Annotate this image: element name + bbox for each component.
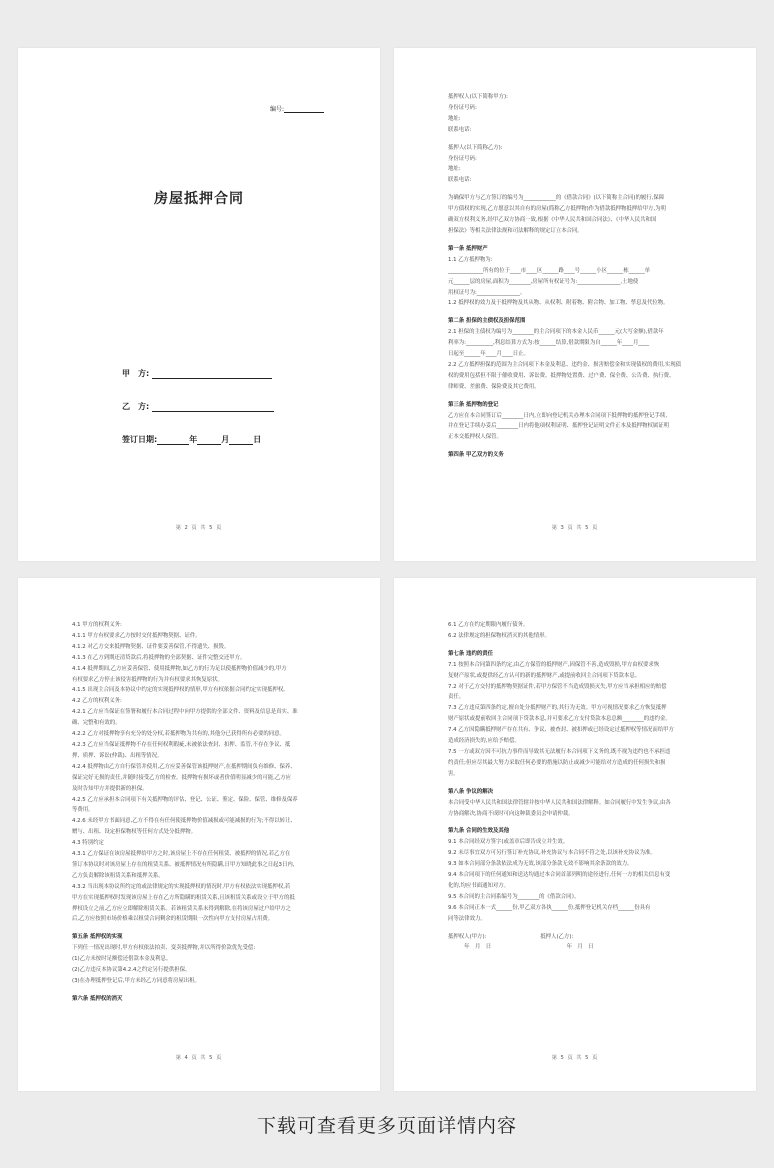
spacer	[448, 309, 732, 316]
text-line: 甲方在实现抵押权时发现该房屋上存在乙方所隐瞒的租赁关系,且该租赁关系或设立于甲方的抵	[72, 894, 295, 901]
text-line: 用权证号为:________________。	[448, 289, 526, 296]
text-line: 4.2.2 乙方对抵押物享有充分的处分权,若抵押物为共有的,其他分已获得所有必要的同意。	[72, 731, 285, 738]
text-line: 7.1 按照本合同第四条约定,由乙方保管的抵押财产,因保管不善,造成毁损,甲方由权要求恢	[448, 661, 660, 668]
spacer	[448, 443, 732, 450]
page-body	[72, 620, 356, 1005]
text-line: 地址:	[448, 166, 461, 173]
section-heading: 第三条 抵押物的登记	[448, 401, 499, 408]
document-title: 房屋抵押合同	[154, 191, 244, 207]
text-line: 4.1.1 甲方有权要求乙方按时交付抵押物契据、证件。	[72, 632, 201, 639]
text-line: 后,乙方应按照市场价格乘以租赁合同剩余的租赁期限一次性向甲方支付房屋占用费。	[72, 916, 274, 923]
page-2	[394, 48, 756, 561]
text-line: 并在登记手续办妥后________日内将他项权利证明、抵押登记证明文件正本及抵押物权属证明	[448, 423, 670, 430]
text-line: 乙方负责解除该租赁关系和抵押关系。	[72, 872, 164, 879]
text-line: 4.3 特别约定	[72, 840, 104, 847]
text-line: 身份证号码:	[448, 104, 477, 111]
text-line: 同等法律效力。	[448, 915, 486, 922]
text-line: 7.4 乙方因隐瞒抵押财产存在共有、争议、被查封、被扣押或已经设定过抵押权等情况而给甲方	[448, 727, 674, 734]
spacer	[448, 925, 732, 932]
text-line: 1.1 乙方抵押物为:	[448, 256, 493, 263]
text-line: 抵押权人(甲方): 抵押人(乙方):	[448, 933, 574, 940]
text-line: 为确保甲方与乙方签订的编号为____________的《借款合同》(以下简称主合同)的履行,保障	[448, 195, 665, 202]
page-cover	[18, 48, 380, 561]
text-line: 造成经济损失的,应给予赔偿。	[448, 738, 520, 745]
text-line: 保证完好无损的责任,并随时接受乙方的检查。抵押物有损坏或者价值明显减少的可能,乙方应	[72, 774, 292, 781]
text-line: 9.3 如本合同部分条款依法成为无效,该部分条款无效不影响其余条款的效力。	[448, 861, 633, 868]
text-line: 本合同受中华人民共和国法律管辖并按中华人民共和国法律解释。如合同履行中发生争议,由各	[448, 799, 671, 806]
page-3	[18, 578, 380, 1091]
text-line: 4.1.4 抵押期间,乙方应妥善保管、使用抵押物,如乙方的行为足以使抵押物价值减少的,甲方	[72, 665, 287, 672]
text-line: 及时告知甲方并提供新的担保。	[72, 785, 148, 792]
text-line: 地址:	[448, 115, 461, 122]
text-line: 乙方应在本合同签订后________日内,立即向登记机关办理本合同项下抵押物的抵押登记手续,	[448, 412, 668, 419]
section-heading: 第八条 争议的解决	[448, 788, 494, 795]
text-line: 约责任;但应尽其最大努力采取任何必要的措施以防止或减少可能给对方造成的任何损失和损	[448, 759, 666, 766]
section-heading: 第四条 甲乙双方的义务	[448, 452, 504, 459]
text-line: 2.2 乙方抵押担保的范围为主合同项下本金及利息、违约金、损害赔偿金和实现债权的费用,实现债	[448, 361, 682, 368]
text-line: 4.2 乙方的权利义务:	[72, 698, 122, 705]
text-line: 联系电话:	[448, 126, 472, 133]
spacer	[448, 819, 732, 826]
text-line: 4.2.1 乙方应当保证在签署和履行本合同过程中向甲方提供的全部文件、资料及信息是真实、准	[72, 709, 298, 716]
text-line: 签订本协议时对该房屋上存在的租赁关系、被抵押情况有所隐瞒,日甲方知晓此事之日起3日内,	[72, 861, 295, 868]
text-line: 9.1 本合同经双方签字(或盖章后即告成立并生效。	[448, 839, 569, 846]
sign-date-row: 签订日期: 年 月 日	[122, 435, 262, 444]
text-line: 4.1.5 出现主合同及本协议中约定的实现抵押权的情形,甲方有权依据合同约定实现抵押权。	[72, 687, 289, 694]
text-line: (3)在办理抵押登记后,甲方未经乙方同意将房屋出租。	[72, 978, 200, 984]
section-heading: 第二条 担保的主债权及担保范围	[448, 318, 526, 325]
text-line: 9.2 未尽事宜双方可另行签订补充协议,补充协议与本合同不符之处,以该补充协议为准。	[448, 850, 656, 857]
text-line: 确双方权利义务,经甲乙双方协商一致,根据《中华人民共和国合同法》、《中华人民共和国	[448, 217, 657, 224]
page-footer: 第 3 页 共 5 页	[551, 525, 599, 531]
text-line: 元______层的房屋,面积为________,房屋所有权证号为:________________,土地使	[448, 278, 639, 285]
text-line: 4.3.1 乙方保证在该房屋抵押给甲方之时,该房屋上不存在任何租赁、被抵押的情况,若乙方在	[72, 851, 291, 858]
text-line: 2.1 担保的主债权为编号为________的主合同项下的本金人民币______元(大写金额),借款年	[448, 329, 664, 336]
text-line: 7.2 对于乙方交付的抵押物契据证件,若甲方保管不当造成毁损灭失,甲方应当承担相应的赔偿	[448, 683, 667, 690]
text-line: 1.2 抵押权的效力及于抵押物及其从物、从权利、附着物、附合物、加工物、孳息及代位物。	[448, 300, 669, 307]
contract-number: 编号:	[270, 104, 324, 113]
text-line: 押、质押、诉讼(仲裁)、出租等情况。	[72, 752, 163, 759]
text-line: 正本交抵押权人保管。	[448, 434, 502, 441]
text-line: 9.5 本合同的主合同系编号为________的《借款合同》。	[448, 893, 580, 900]
section-heading: 第六条 抵押权的消灭	[72, 995, 123, 1002]
page-body	[448, 620, 732, 953]
text-line: 确、完整和有效的。	[72, 720, 121, 727]
text-line: 9.4 本合同项下的任何通知和送达均通过本合同首部列明的途径进行,任何一方的相关信息有变	[448, 872, 671, 879]
text-line: 甲方债权的实现,乙方愿意以其自有的房屋(简称乙方抵押物)作为借款抵押物抵押给甲方,为明	[448, 206, 666, 213]
spacer	[448, 237, 732, 244]
text-line: 日起至______年____月____日止。	[448, 351, 529, 358]
text-line: 责任。	[448, 694, 465, 701]
text-line: 赠与、出租、设定担保物权等任何方式处分抵押物。	[72, 829, 196, 836]
text-line: 权的费用包括但不限于催收费用、诉讼费、抵押物处置费、过户费、保全费、公告费、执行费、	[448, 372, 675, 379]
text-line: (2)乙方违反本协议第4.2.4之约定另行提供担保。	[72, 967, 191, 974]
text-line: 身份证号码:	[448, 155, 477, 162]
section-heading: 第七条 违约的责任	[448, 650, 494, 657]
text-line: 抵押人(以下简称乙方):	[448, 144, 503, 151]
text-line: 4.1 甲方的权利义务:	[72, 622, 122, 628]
text-line: 6.1 乙方在约定期限内履行债务。	[448, 622, 529, 628]
text-line: 7.5 一方或双方因不可抗力事件而导致其无法履行本合同项下义务的,既不视为违约也不承担违	[448, 748, 671, 755]
text-line: 6.2 法律规定的担保物权消灭的其他情形。	[448, 632, 550, 639]
text-line: 4.3.2 当出现本协议所约定的或法律规定的实现抵押权的情况时,甲方有权依法实现抵押权,若	[72, 883, 291, 890]
spacer	[72, 925, 356, 932]
text-line: (1)乙方未按时足额偿还借款本金及利息。	[72, 956, 172, 963]
text-line: 下列任一情况出现时,甲方有权依法拍卖、变卖抵押物,并以所得价款优先受偿:	[72, 945, 256, 952]
text-line: 等费用。	[72, 807, 94, 814]
text-line: 押权设立之前,乙方应立即解除租赁关系。若该租赁关系未得到解除,在将该房屋过户给甲方之	[72, 905, 292, 912]
text-line: 4.2.5 乙方应承担本合同项下有关抵押物的评估、登记、公证、鉴定、保险、保管、维修及保养	[72, 796, 298, 803]
section-heading: 第一条 抵押财产	[448, 245, 488, 252]
text-line: 律师费、差旅费、保险费及其它费用。	[448, 383, 540, 390]
text-line: 方协商解决,协商不成时可向这种裁委员会申请仲裁。	[448, 810, 574, 817]
text-line: 4.2.4 抵押物由乙方自行保管并使用,乙方应妥善保管该抵押财产,在抵押期间负有维修、保养、	[72, 763, 296, 770]
text-line: 年 月 日 年 月 日	[448, 944, 594, 951]
text-line: 复财产原状,或提供经乙方认可的新的抵押财产,或提前收回主合同项下贷款本息。	[448, 672, 641, 679]
page-4	[394, 578, 756, 1091]
text-line: 4.2.3 乙方应当保证抵押物不存在任何权利瑕疵,未被依法查封、扣押、监管,不存在争议、抵	[72, 741, 291, 748]
text-line: 4.2.6 未经甲方书面同意,乙方不得在有任何使抵押物价值减损或可能减损的行为;不得以转让、	[72, 818, 296, 825]
party-a-row: 甲 方:	[122, 368, 272, 379]
page-footer: 第 4 页 共 5 页	[175, 1055, 223, 1061]
spacer	[448, 642, 732, 649]
text-line: 财产原状或提前收回主合同项下贷款本息,并可要求乙方支付贷款本息总额________的违约金。	[448, 716, 671, 723]
section-heading: 第九条 合同的生效及其他	[448, 828, 510, 835]
text-line: 联系电话:	[448, 177, 472, 184]
text-line: 利率为:__________,利息结算方式为:按______结算,借款期限为自______年____月____	[448, 340, 650, 347]
spacer	[448, 393, 732, 400]
section-heading: 第五条 抵押权的实现	[72, 934, 123, 941]
text-line: 4.1.3 在乙方到期还清贷款后,将抵押物的全部契据、证件完整交还甲方。	[72, 654, 246, 661]
page-footer: 第 2 页 共 5 页	[175, 525, 223, 531]
text-line: _____________所有的位于____市____区______路____号______小区______栋______单	[448, 267, 651, 274]
spacer	[72, 987, 356, 994]
spacer	[448, 186, 732, 193]
text-line: 7.3 乙方违反第四条约定,擅自处分抵押财产的,其行为无效。甲方可视情况要求乙方恢复抵押	[448, 705, 667, 712]
text-line: 害。	[448, 770, 459, 777]
text-line: 有权要求乙方停止该侵害抵押物的行为并有权要求其恢复原状。	[72, 676, 223, 683]
text-line: 9.6 本合同正本一式______份,甲乙双方各执______份,抵押登记机关存档______份具有	[448, 904, 651, 911]
page-footer: 第 5 页 共 5 页	[551, 1055, 599, 1061]
spacer	[448, 136, 732, 143]
text-line: 担保法》等相关法律法规和司法解释的规定订立本合同。	[448, 227, 583, 234]
party-b-row: 乙 方:	[122, 401, 274, 412]
text-line: 4.1.2 对乙方交来抵押物契据、证件要妥善保管,不得遗失、损毁。	[72, 643, 230, 650]
page-body	[448, 92, 732, 461]
text-line: 抵押权人(以下简称甲方):	[448, 94, 508, 100]
text-line: 化的,均应书面通知对方。	[448, 882, 510, 889]
download-more-banner[interactable]: 下载可查看更多页面详情内容	[256, 1115, 517, 1137]
spacer	[448, 780, 732, 787]
